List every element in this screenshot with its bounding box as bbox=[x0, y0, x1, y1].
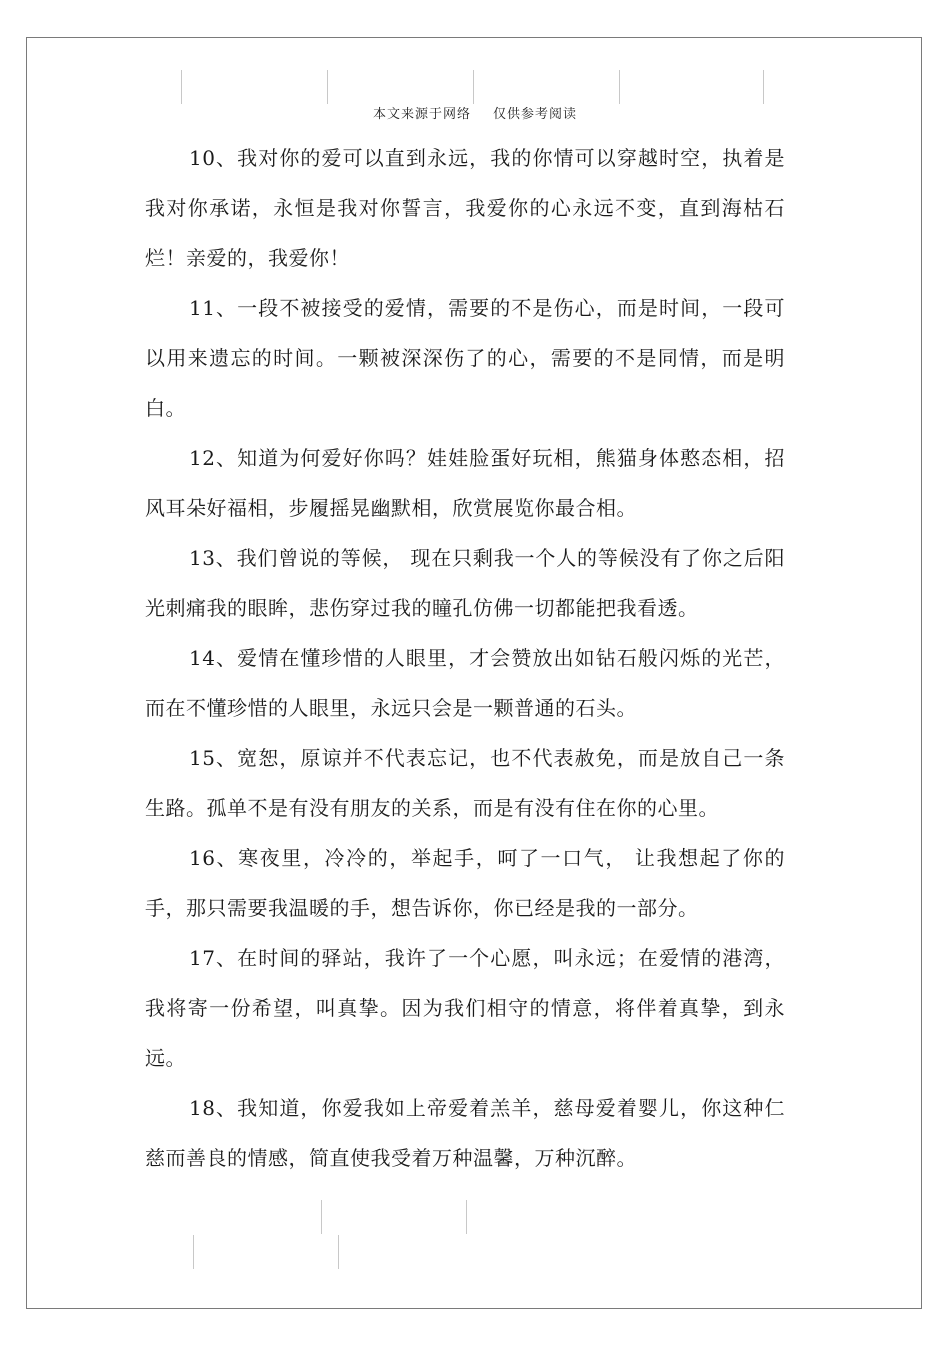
paragraph-16: 16、寒夜里，冷冷的，举起手，呵了一口气， 让我想起了你的手，那只需要我温暖的手，想告诉你，你已经是我的一部分。 bbox=[145, 846, 785, 920]
top-divider-3 bbox=[473, 70, 474, 104]
top-divider-1 bbox=[181, 70, 182, 104]
top-divider-5 bbox=[763, 70, 764, 104]
bottom-divider-2 bbox=[466, 1200, 467, 1234]
top-divider-4 bbox=[619, 70, 620, 104]
header-source-text: 本文来源于网络 bbox=[372, 107, 471, 122]
paragraph-12: 12、知道为何爱好你吗？娃娃脸蛋好玩相，熊猫身体憨态相，招风耳朵好福相，步履摇晃幽默相，欣赏展览你最合相。 bbox=[145, 446, 785, 520]
bottom-divider-1 bbox=[321, 1200, 322, 1234]
bottom-divider-3 bbox=[193, 1235, 194, 1269]
document-body bbox=[145, 133, 785, 1183]
paragraph-10: 10、我对你的爱可以直到永远，我的你情可以穿越时空，执着是我对你承诺，永恒是我对你誓言，我爱你的心永远不变，直到海枯石烂！亲爱的，我爱你！ bbox=[145, 146, 785, 270]
bottom-divider-4 bbox=[338, 1235, 339, 1269]
paragraph-13: 13、我们曾说的等候， 现在只剩我一个人的等候没有了你之后阳光刺痛我的眼眸，悲伤穿过我的瞳孔仿佛一切都能把我看透。 bbox=[145, 546, 785, 620]
top-divider-2 bbox=[327, 70, 328, 104]
page-header bbox=[0, 103, 950, 122]
paragraph-18: 18、我知道，你爱我如上帝爱着羔羊，慈母爱着婴儿，你这种仁慈而善良的情感，简直使我受着万种温馨，万种沉醉。 bbox=[145, 1096, 785, 1170]
paragraph-11: 11、一段不被接受的爱情，需要的不是伤心，而是时间，一段可以用来遗忘的时间。一颗被深深伤了的心，需要的不是同情，而是明白。 bbox=[145, 296, 785, 420]
paragraph-14: 14、爱情在懂珍惜的人眼里，才会赞放出如钻石般闪烁的光芒，而在不懂珍惜的人眼里，永远只会是一颗普通的石头。 bbox=[145, 646, 785, 720]
header-note-text: 仅供参考阅读 bbox=[493, 107, 578, 122]
paragraph-17: 17、在时间的驿站，我许了一个心愿，叫永远；在爱情的港湾，我将寄一份希望，叫真挚。因为我们相守的情意，将伴着真挚，到永远。 bbox=[145, 946, 785, 1070]
paragraph-15: 15、宽恕，原谅并不代表忘记，也不代表赦免，而是放自己一条生路。孤单不是有没有朋友的关系，而是有没有住在你的心里。 bbox=[145, 746, 785, 820]
